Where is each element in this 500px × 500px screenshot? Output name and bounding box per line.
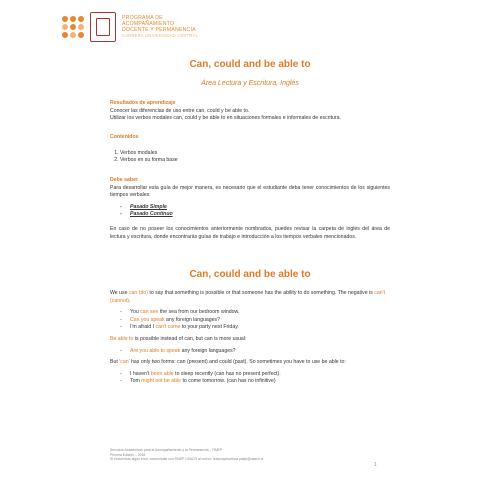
learning-outcomes xyxy=(110,100,390,123)
section-label: Resultados de aprendizaje xyxy=(110,100,176,106)
list-item: - You can see the sea from our bedroom window. xyxy=(110,309,390,317)
grammar-section xyxy=(110,290,390,386)
list-item: - Are you able to speak any foreign languages? xyxy=(110,348,390,356)
section-heading: Can, could and be able to xyxy=(189,269,311,280)
program-name: PROGRAMA DE ACOMPAÑAMIENTO DOCENTE Y PERMANENCIA CARRERA UNIVERSIDAD CENTRAL xyxy=(122,15,199,38)
text-line: Utilizar los verbos modales can, could y be able to en situaciones formales e informales de escritura. xyxy=(110,115,341,122)
area-subtitle: Área Lectura y Escritura, Inglés xyxy=(201,80,299,87)
paragraph: We use can (do) to say that something is possible or that someone has the ability to do something. The negative is can't (cannot). xyxy=(110,290,386,304)
paragraph: Be able to is possible instead of can, but can is more usual: xyxy=(110,335,247,342)
examples-list xyxy=(110,371,390,386)
prerequisites-section xyxy=(110,177,390,241)
list-item: 1. Verbos modales xyxy=(120,150,390,158)
page-number: 1 xyxy=(374,462,377,468)
list-item: 2. Verbos en su forma base xyxy=(120,157,390,165)
contents-list xyxy=(110,150,390,165)
section-label: Debe saber xyxy=(110,177,138,183)
list-item: - I haven't been able to sleep recently (can has no present perfect). xyxy=(110,371,390,379)
paragraph: En caso de no poseer los conocimientos anteriormente nombrados, puedes revisar la carpeta de inglés del área de lectura y escritura, donde encontrarás guías de trabajo e introducción a los tiempos verbales mencionados. xyxy=(110,225,390,240)
header xyxy=(62,12,198,42)
university-seal-icon xyxy=(90,12,116,42)
footer: Servicios Académicos para el Acompañamiento y la Permanencia – PAIEP Primera Edición – 2016 Si encuentras algún error, comunícate con PAIEP USACH al correo: lecturayescritura.paiep@usach.cl xyxy=(110,448,264,462)
section-label: Contenidos xyxy=(110,134,139,140)
list-item: - Pasado Simple xyxy=(110,204,390,212)
examples-list xyxy=(110,309,390,332)
list-item: - Pasado Continuo xyxy=(110,211,390,219)
paragraph: Para desarrollar esta guía de mejor manera, es necesario que el estudiante deba tener conocimientos de los siguientes tiempos verbales: xyxy=(110,184,390,199)
logo-dots-icon xyxy=(62,16,84,38)
paragraph: But 'can' has only two forms: can (present) and could (past). So sometimes you have to use be able to: xyxy=(110,359,346,366)
list-item: - Tom might not be able to come tomorrow. (can has no infinitive) xyxy=(110,378,390,386)
contents-section xyxy=(110,134,390,165)
list-item: - I'm afraid I can't come to your party next Friday. xyxy=(110,324,390,332)
text-line: Conocer las diferencias de uso entre can, could y be able to. xyxy=(110,107,250,114)
examples-list xyxy=(110,348,390,356)
list-item: - Can you speak any foreign languages? xyxy=(110,317,390,325)
tenses-list xyxy=(110,204,390,219)
page-title: Can, could and be able to xyxy=(189,59,311,70)
